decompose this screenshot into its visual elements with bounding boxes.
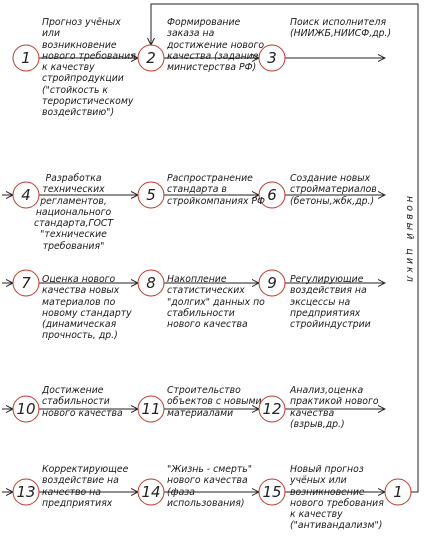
node-14-label: "Жизнь - смерть" нового качества (фаза использования): [167, 464, 253, 509]
node-4-label: Разработка технических регламентов, национального стандарта,ГОСТ "технические требования": [34, 173, 114, 252]
node-1-number: 1: [21, 49, 31, 67]
node-8-number: 8: [146, 274, 156, 292]
node-9-number: 9: [267, 274, 277, 292]
node-15-label: Новый прогноз учёных или возникновение нового требования к качеству ("антивандализм"): [290, 464, 384, 532]
node-9-label: Регулирующие воздействия на эксцессы на предприятиях стройиндустрии: [290, 274, 371, 331]
new-cycle-label: новый цикл: [404, 196, 415, 285]
node-14-number: 14: [141, 483, 161, 501]
node-10-number: 10: [16, 400, 36, 418]
node-2-number: 2: [146, 49, 156, 67]
node-6-label: Создание новых стройматериалов (бетоны,жбк,др.): [290, 173, 377, 207]
node-4-number: 4: [21, 186, 31, 204]
node-1-label: Прогноз учёных или возникновение нового требования к качеству стройпродукции ("стойкость к терористическому воздействию"): [42, 17, 136, 119]
node-5-number: 5: [146, 186, 156, 204]
node-3-label: Поиск исполнителя (НИИЖБ,НИИСФ,др.): [290, 17, 392, 40]
node-7-number: 7: [21, 274, 31, 292]
node-7-label: Оценка нового качества новых материалов по новому стандарту (динамическая прочность, др.): [42, 274, 132, 342]
node-2-label: Формирование заказа на достижение нового качества (задание министерства РФ): [167, 17, 265, 74]
node-12-number: 12: [262, 400, 282, 418]
node-15-number: 15: [262, 483, 282, 501]
node-13-label: Корректирующее воздействие на качество на предприятиях: [42, 464, 129, 509]
node-16-number: 1: [393, 483, 403, 501]
node-12-label: Анализ,оценка практикой нового качества (взрыв,др.): [290, 385, 379, 430]
node-5-label: Распространение стандарта в стройкомпаниях РФ: [167, 173, 266, 207]
node-3-number: 3: [267, 49, 277, 67]
node-10-label: Достижение стабильности нового качества: [42, 385, 123, 419]
node-11-number: 11: [141, 400, 161, 418]
node-6-number: 6: [267, 186, 277, 204]
node-8-label: Накопление статистических "долгих" данных по стабильности нового качества: [167, 274, 265, 331]
node-13-number: 13: [16, 483, 36, 501]
node-11-label: Строительство объектов с новыми материалами: [167, 385, 262, 419]
